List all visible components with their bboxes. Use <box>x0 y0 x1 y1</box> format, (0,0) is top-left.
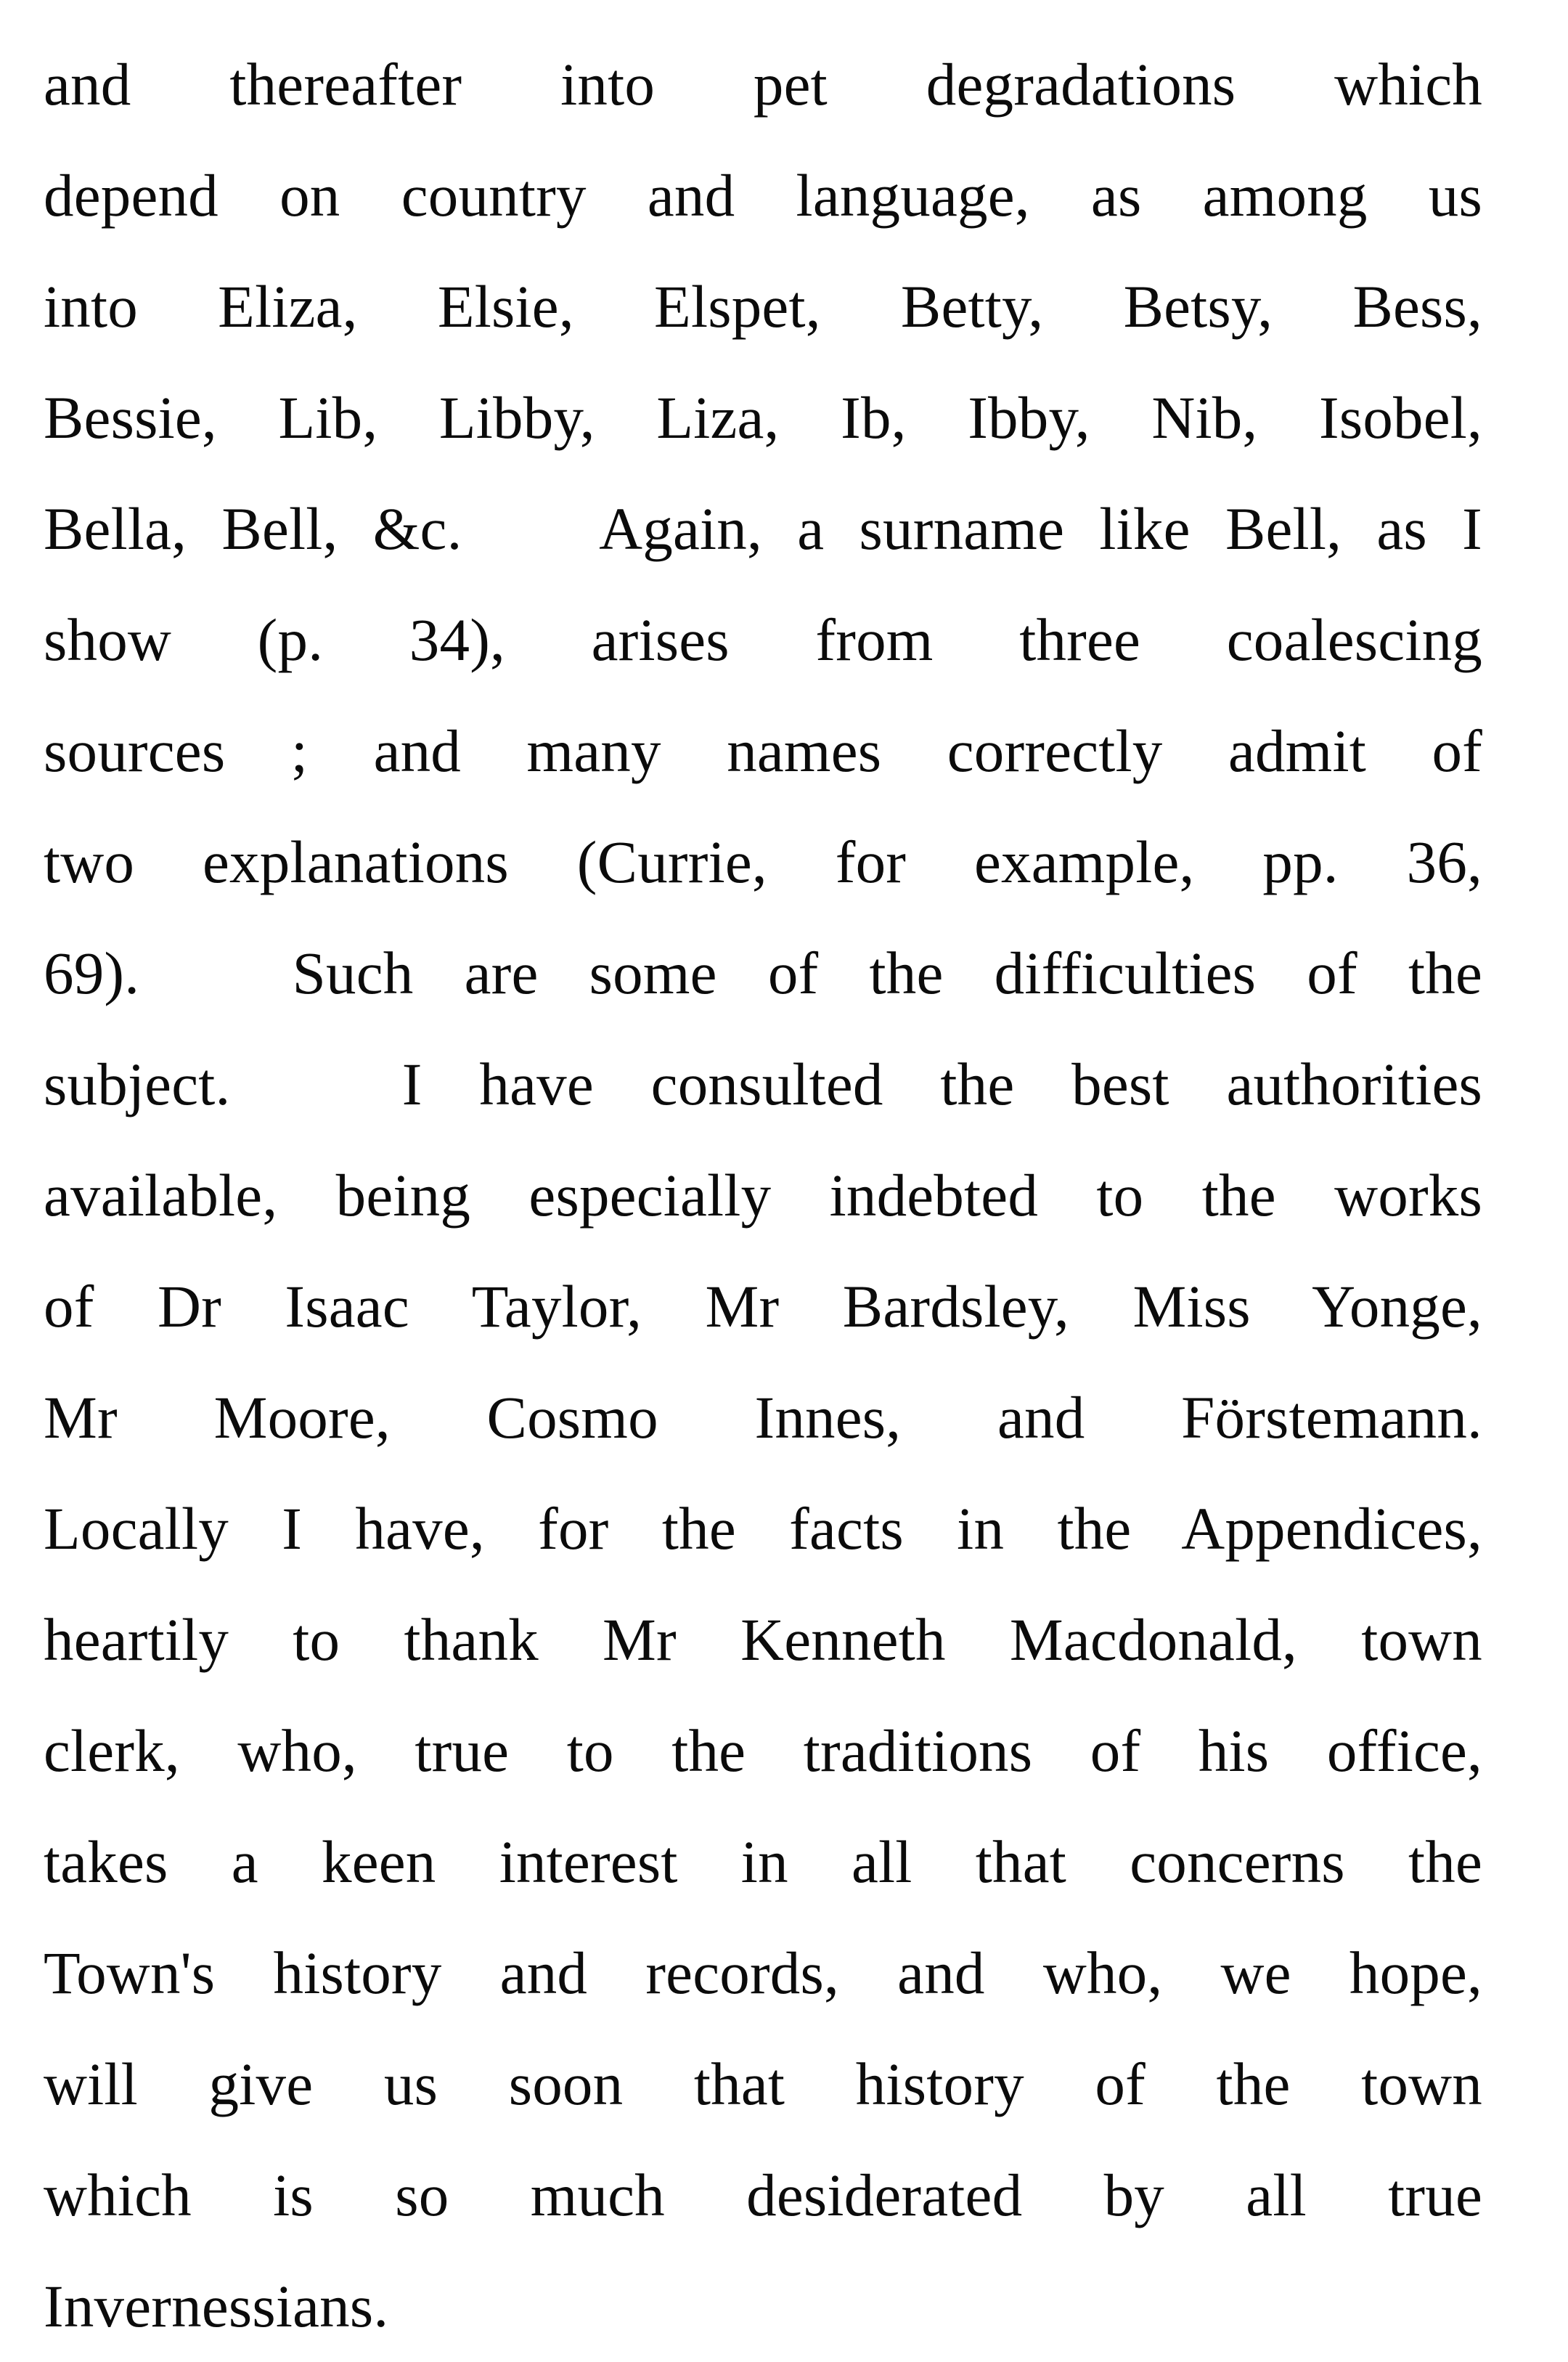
text-line: Invernessians. <box>44 2273 389 2339</box>
text-line: Bessie, Lib, Libby, Liza, Ib, Ibby, Nib, Isobel, <box>44 384 1482 451</box>
text-line: which is so much desiderated by all true <box>44 2162 1482 2228</box>
text-line: sources ; and many names correctly admit of <box>44 717 1482 784</box>
text-line: will give us soon that history of the town <box>44 2051 1482 2117</box>
text-line: available, being especially indebted to the works <box>44 1162 1482 1229</box>
text-line: Bella, Bell, &c. Again, a surname like Bell, as I <box>44 495 1482 562</box>
text-line: of Dr Isaac Taylor, Mr Bardsley, Miss Yonge, <box>44 1273 1482 1340</box>
text-line: depend on country and language, as among us <box>44 162 1482 229</box>
text-line: takes a keen interest in all that concerns the <box>44 1828 1482 1895</box>
text-line: Town's history and records, and who, we hope, <box>44 1939 1482 2006</box>
text-line: Mr Moore, Cosmo Innes, and Förstemann. <box>44 1384 1482 1451</box>
text-line: into Eliza, Elsie, Elspet, Betty, Betsy, Bess, <box>44 273 1482 340</box>
text-line: show (p. 34), arises from three coalescing <box>44 606 1482 673</box>
paragraph-block <box>44 29 1482 2362</box>
text-line: Locally I have, for the facts in the Appendices, <box>44 1495 1482 1562</box>
text-line: heartily to thank Mr Kenneth Macdonald, town <box>44 1606 1482 1673</box>
text-line: two explanations (Currie, for example, pp. 36, <box>44 828 1482 895</box>
text-line: and thereafter into pet degradations which <box>44 51 1482 118</box>
text-line: subject. I have consulted the best authorities <box>44 1051 1482 1117</box>
body-paragraph <box>44 29 1482 2362</box>
text-line: clerk, who, true to the traditions of his office, <box>44 1717 1482 1784</box>
text-line: 69). Such are some of the difficulties of the <box>44 940 1482 1006</box>
